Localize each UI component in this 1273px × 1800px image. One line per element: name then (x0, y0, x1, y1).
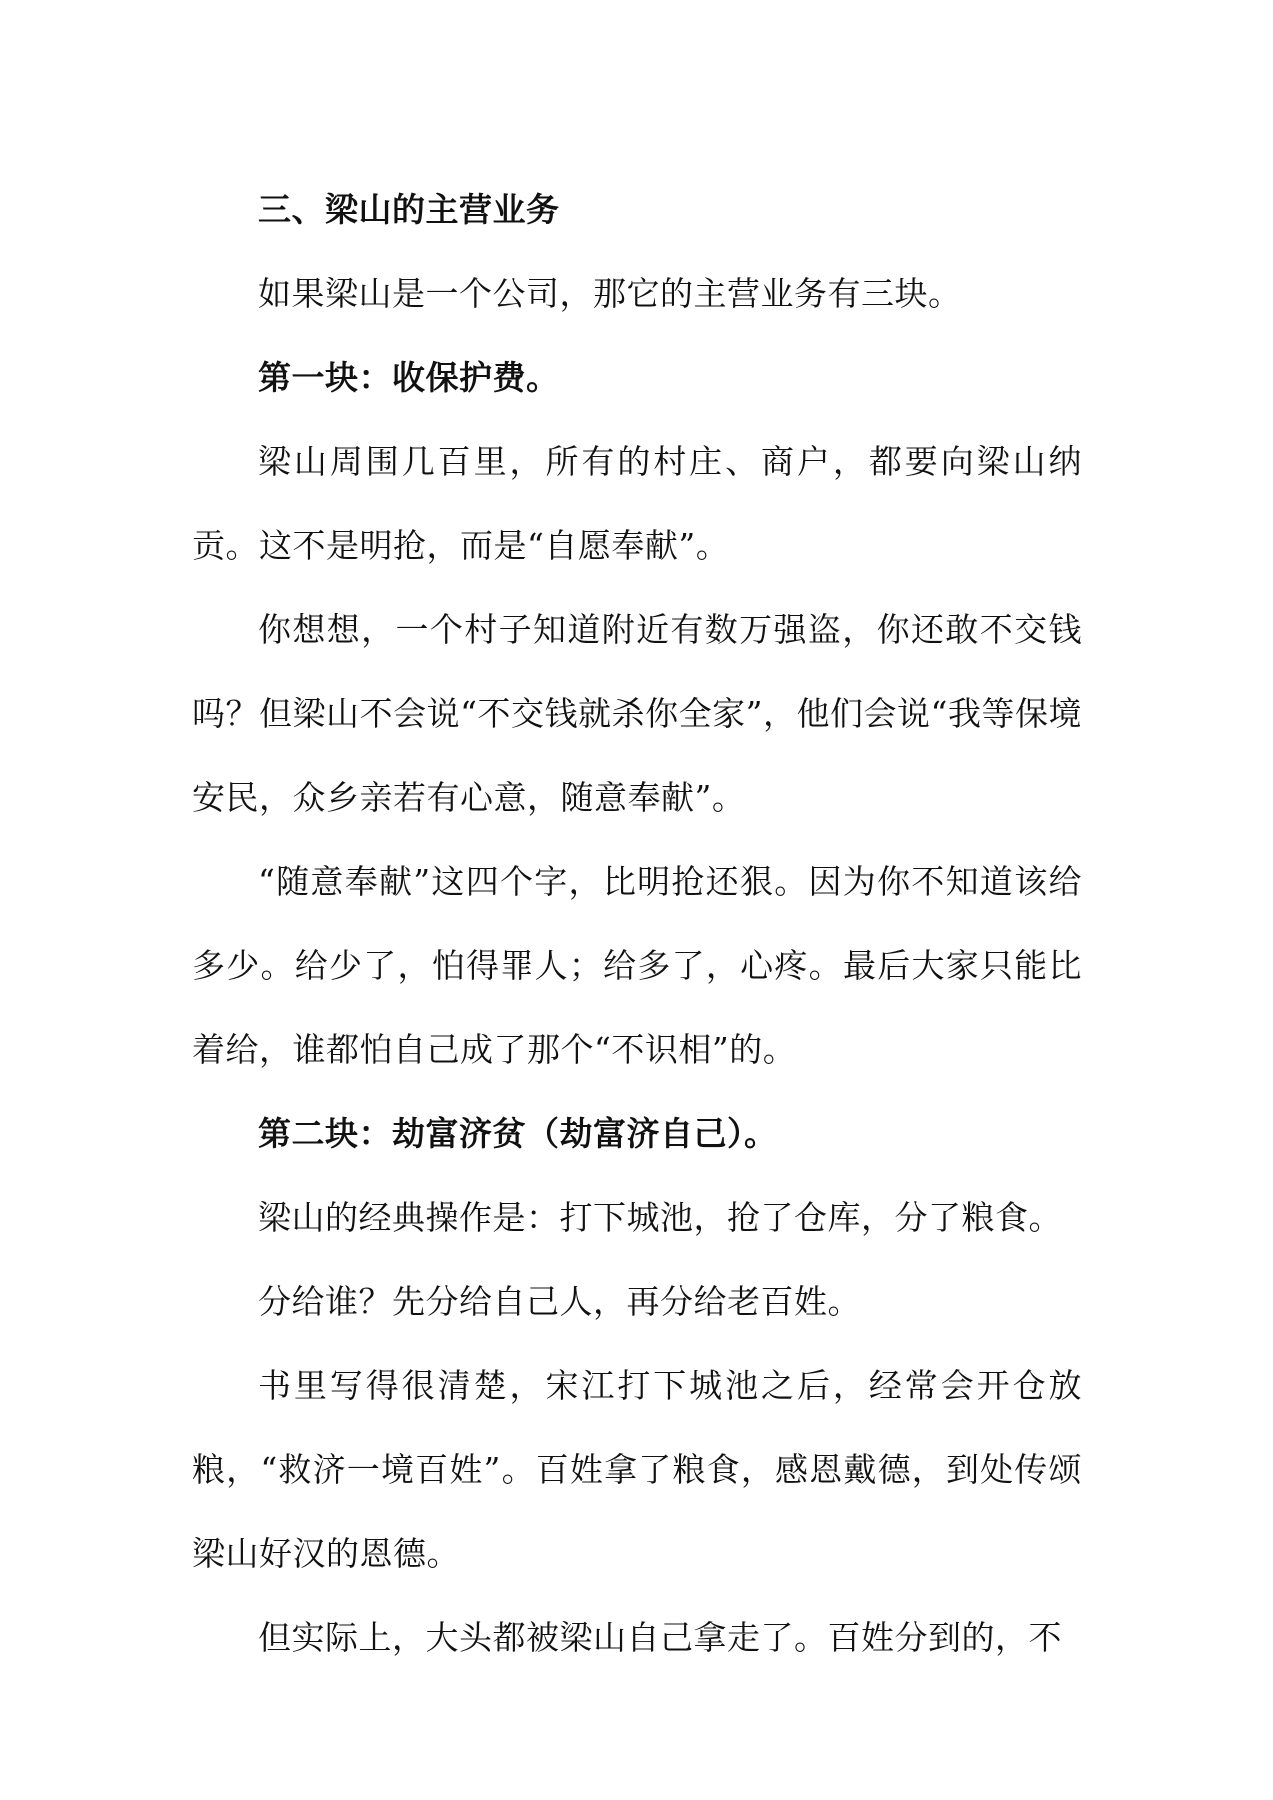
paragraph: 梁山的经典操作是：打下城池，抢了仓库，分了粮食。 (258, 1198, 1062, 1237)
paragraph: 梁山周围几百里，所有的村庄、商户，都要向梁山纳贡。这不是明抢，而是“自愿奉献”。 (192, 442, 1082, 565)
paragraph: “随意奉献”这四个字，比明抢还狠。因为你不知道该给多少。给少了，怕得罪人；给多了，心疼。最后大家只能比着给，谁都怕自己成了那个“不识相”的。 (192, 862, 1082, 1069)
paragraph: 但实际上，大头都被梁山自己拿走了。百姓分到的，不 (258, 1618, 1062, 1657)
paragraph: 你想想，一个村子知道附近有数万强盗，你还敢不交钱吗？但梁山不会说“不交钱就杀你全家”，他们会说“我等保境安民，众乡亲若有心意，随意奉献”。 (192, 610, 1082, 817)
section-heading: 三、梁山的主营业务 (258, 190, 560, 229)
paragraph: 分给谁？先分给自己人，再分给老百姓。 (258, 1282, 861, 1321)
block-one-heading: 第一块：收保护费。 (258, 358, 560, 397)
block-two-heading: 第二块：劫富济贫（劫富济自己）。 (258, 1114, 778, 1153)
document-body (192, 168, 1082, 1680)
paragraph: 书里写得很清楚，宋江打下城池之后，经常会开仓放粮，“救济一境百姓”。百姓拿了粮食，感恩戴德，到处传颂梁山好汉的恩德。 (192, 1366, 1082, 1573)
paragraph-intro: 如果梁山是一个公司，那它的主营业务有三块。 (258, 274, 962, 313)
